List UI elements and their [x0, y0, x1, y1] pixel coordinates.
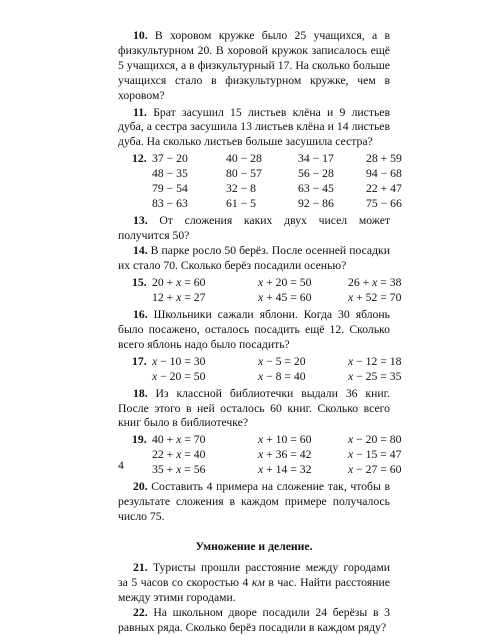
problem-10: 10. В хоровом кружке было 25 учащихся, а в физкультурном 20. В хоровой кружок записалось ещё 5 учащихся, а в физкультурный 17. На сколько больше учащихся стало в физкультурном кружке, чем в хоровом?	[118, 29, 390, 102]
expression-row: 12. 37 − 20 40 − 28 34 − 17 28 + 59	[132, 152, 402, 166]
equation-row: 15. 20 + x = 60 x + 20 = 50 26 + x = 38	[132, 275, 402, 289]
problem-15	[118, 275, 402, 306]
problem-16: 16. Школьники сажали яблони. Когда 30 яблонь было посажено, осталось посадить ещё 12. Сколько всего яблонь надо было посадить?	[118, 307, 390, 351]
problem-11: 11. Брат засушил 15 листьев клёна и 9 листьев дуба, а сестра засушила 13 листьев клёна и 14 листьев дуба. На сколько листьев больше засушила сестра?	[118, 105, 391, 149]
textbook-page	[118, 29, 402, 635]
problem-12	[118, 152, 402, 212]
expression-row: 79 − 54 32 − 8 63 − 45 22 + 47	[152, 182, 402, 196]
equation-row: x − 20 = 50 x − 8 = 40 x − 25 = 35	[152, 369, 402, 383]
equation-row: 19. 40 + x = 70 x + 10 = 60 x − 20 = 80	[132, 433, 402, 447]
problem-21: 21. Туристы прошли расстояние между городами за 5 часов со скоростью 4 км в час. Найти расстояние между этими городами.	[118, 560, 390, 604]
page-number: 4	[118, 459, 124, 472]
equation-row: 22 + x = 40 x + 36 = 42 x − 15 = 47	[152, 448, 402, 462]
expression-row: 83 − 63 61 − 5 92 − 86 75 − 66	[152, 197, 402, 211]
problem-19	[118, 433, 402, 478]
problem-18: 18. Из классной библиотечки выдали 36 книг. После этого в ней осталось 60 книг. Сколько всего книг было в библиотечке?	[118, 386, 390, 430]
problem-14: 14. В парке росло 50 берёз. После осенней посадки их стало 70. Сколько берёз посадили осенью?	[118, 244, 390, 272]
problem-17	[118, 354, 402, 385]
problem-13: 13. От сложения каких двух чисел может получится 50?	[118, 214, 390, 243]
problem-20: 20. Составить 4 примера на сложение так, чтобы в результате сложения в каждом примере получалось число 75.	[118, 480, 390, 524]
section-heading: Умножение и деление.	[195, 540, 313, 554]
expression-row: 48 − 35 80 − 57 56 − 28 94 − 68	[152, 167, 402, 181]
equation-row: 12 + x = 27 x + 45 = 60 x + 52 = 70	[152, 290, 402, 304]
problem-22: 22. На школьном дворе посадили 24 берёзы в 3 равных ряда. Сколько берёз посадили в каждом ряду?	[118, 605, 391, 634]
equation-row: 17. x − 10 = 30 x − 5 = 20 x − 12 = 18	[132, 354, 402, 368]
equation-row: 35 + x = 56 x + 14 = 32 x − 27 = 60	[152, 463, 402, 477]
